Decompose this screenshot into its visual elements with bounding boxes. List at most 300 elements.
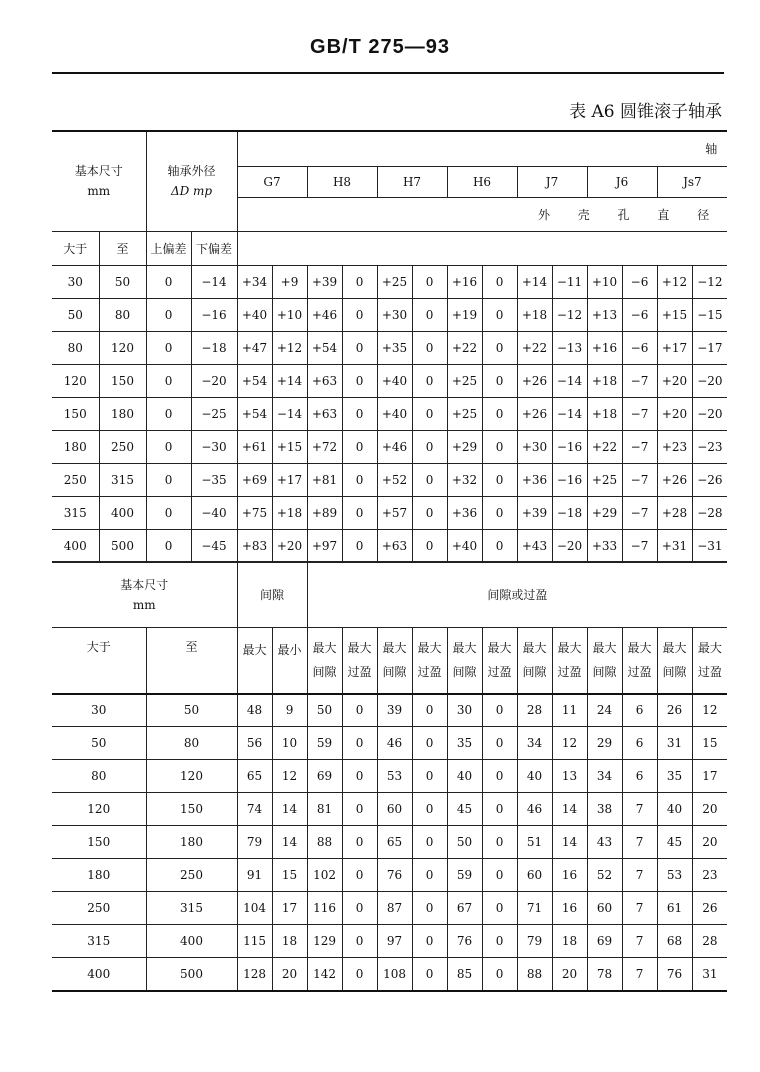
table-cell: +28: [657, 496, 692, 529]
table-cell: −7: [622, 430, 657, 463]
table-cell: 17: [692, 760, 727, 793]
table-cell: 0: [412, 298, 447, 331]
table-cell: 76: [447, 925, 482, 958]
table-cell: −6: [622, 265, 657, 298]
fit-subheader-cell: [237, 628, 272, 694]
tolerance-table: [52, 130, 727, 563]
table-cell: 128: [237, 958, 272, 991]
lower-dev-header: 下偏差: [191, 231, 237, 265]
fit-subheader-line: 最大: [522, 641, 547, 656]
fit-subheader-line: 间隙: [382, 665, 407, 680]
table-cell: 116: [307, 892, 342, 925]
table-cell: 0: [412, 859, 447, 892]
table-cell: 50: [99, 265, 146, 298]
table-cell: −35: [191, 463, 237, 496]
table-cell: 48: [237, 694, 272, 727]
fit-subheader-line: 间隙: [592, 665, 617, 680]
table-cell: 108: [377, 958, 412, 991]
table-cell: +20: [657, 397, 692, 430]
table-cell: 0: [342, 826, 377, 859]
tolerance-class-cell: J7: [517, 166, 587, 197]
table-cell: 30: [52, 694, 146, 727]
table-cell: 80: [52, 760, 146, 793]
table-cell: 80: [52, 331, 99, 364]
fit-over-header: 大于: [52, 628, 146, 694]
table-cell: 16: [552, 892, 587, 925]
table-cell: +18: [517, 298, 552, 331]
table-cell: +63: [307, 364, 342, 397]
fit-subheader-line: 最大: [242, 643, 267, 657]
fit-subheader-line: 最大: [697, 641, 722, 656]
table-cell: 0: [342, 529, 377, 562]
table-cell: 250: [52, 463, 99, 496]
fit-subheader-line: 最小: [277, 643, 302, 657]
table-cell: +75: [237, 496, 272, 529]
table-cell: 24: [587, 694, 622, 727]
table-cell: 0: [342, 694, 377, 727]
table-cell: +30: [377, 298, 412, 331]
table-row: [52, 496, 727, 529]
table-cell: 10: [272, 727, 307, 760]
table-cell: 79: [237, 826, 272, 859]
table-cell: 400: [52, 529, 99, 562]
fit-subheader-cell: [517, 628, 552, 694]
table-cell: 0: [146, 265, 191, 298]
table-cell: 0: [412, 760, 447, 793]
clearance-interference-header: 间隙或过盈: [307, 562, 727, 628]
table-cell: 142: [307, 958, 342, 991]
table-cell: +23: [657, 430, 692, 463]
table-cell: 0: [412, 694, 447, 727]
table-cell: 46: [377, 727, 412, 760]
table-cell: +52: [377, 463, 412, 496]
table-row: [52, 298, 727, 331]
table-cell: 315: [52, 925, 146, 958]
table-cell: +14: [272, 364, 307, 397]
table-cell: −23: [692, 430, 727, 463]
table-cell: 315: [146, 892, 237, 925]
table-cell: 71: [517, 892, 552, 925]
table-cell: −7: [622, 496, 657, 529]
table-cell: −16: [552, 430, 587, 463]
table-cell: +25: [587, 463, 622, 496]
table-cell: 180: [146, 826, 237, 859]
table-cell: 7: [622, 793, 657, 826]
table-cell: 180: [52, 859, 146, 892]
table-cell: −18: [191, 331, 237, 364]
table-cell: 115: [237, 925, 272, 958]
table-cell: 180: [99, 397, 146, 430]
table-cell: 40: [517, 760, 552, 793]
table-cell: 0: [342, 496, 377, 529]
table-cell: −11: [552, 265, 587, 298]
table-cell: 85: [447, 958, 482, 991]
table-cell: 79: [517, 925, 552, 958]
table-cell: 0: [412, 793, 447, 826]
table-cell: 0: [482, 958, 517, 991]
table-cell: 31: [692, 958, 727, 991]
table-cell: 88: [517, 958, 552, 991]
table-cell: 46: [517, 793, 552, 826]
to-header: 至: [99, 231, 146, 265]
table-cell: 500: [146, 958, 237, 991]
table-cell: 0: [412, 364, 447, 397]
fit-subheader-cell: [377, 628, 412, 694]
table-cell: −20: [692, 364, 727, 397]
table-cell: +54: [307, 331, 342, 364]
table-cell: +31: [657, 529, 692, 562]
table-cell: 0: [482, 397, 517, 430]
table-cell: +36: [447, 496, 482, 529]
table-cell: 53: [657, 859, 692, 892]
table-cell: 0: [342, 463, 377, 496]
table-cell: 0: [412, 463, 447, 496]
table-cell: +14: [517, 265, 552, 298]
table-cell: −28: [692, 496, 727, 529]
table-cell: 0: [146, 364, 191, 397]
table-cell: +20: [272, 529, 307, 562]
table-cell: +81: [307, 463, 342, 496]
fit-subheader-line: 间隙: [522, 665, 547, 680]
table-cell: 0: [146, 397, 191, 430]
table-cell: −13: [552, 331, 587, 364]
table-cell: 78: [587, 958, 622, 991]
table-cell: +17: [657, 331, 692, 364]
table-cell: 6: [622, 727, 657, 760]
table-cell: −6: [622, 331, 657, 364]
table-cell: 20: [272, 958, 307, 991]
fit-subheader-line: 过盈: [627, 665, 652, 680]
table-cell: 7: [622, 859, 657, 892]
tolerance-table-body: [52, 265, 727, 562]
table-cell: −12: [552, 298, 587, 331]
table-cell: 68: [657, 925, 692, 958]
table-cell: 120: [52, 793, 146, 826]
table-cell: 0: [482, 859, 517, 892]
table-cell: 0: [482, 727, 517, 760]
upper-dev-header: 上偏差: [146, 231, 191, 265]
table-cell: 0: [482, 496, 517, 529]
fit-subheader-line: 最大: [662, 641, 687, 656]
table-cell: 7: [622, 892, 657, 925]
hole-diameter-label: 外 壳 孔 直 径: [237, 197, 727, 231]
fit-subheader-line: 最大: [627, 641, 652, 656]
fit-subheader-cell: [272, 628, 307, 694]
bearing-od-label: 轴承外径: [167, 164, 216, 179]
delta-label: ΔD mp: [170, 184, 213, 199]
table-cell: 0: [412, 727, 447, 760]
table-cell: 0: [412, 265, 447, 298]
table-row: [52, 925, 727, 958]
table-cell: 0: [482, 760, 517, 793]
table-row: [52, 727, 727, 760]
table-row: [52, 397, 727, 430]
shaft-label: 轴: [237, 131, 727, 166]
table-cell: +25: [377, 265, 412, 298]
table-cell: 315: [52, 496, 99, 529]
table-row: [52, 760, 727, 793]
page-header: GB/T 275—93: [310, 36, 450, 58]
table-cell: 0: [412, 826, 447, 859]
table-cell: 315: [99, 463, 146, 496]
fit-subheader-cell: [307, 628, 342, 694]
table-cell: +22: [587, 430, 622, 463]
table-cell: 18: [552, 925, 587, 958]
table-cell: 0: [482, 265, 517, 298]
table-title: 表 A6 圆锥滚子轴承: [569, 102, 722, 122]
table-cell: −14: [552, 364, 587, 397]
table-cell: +57: [377, 496, 412, 529]
fit-subheader-line: 最大: [557, 641, 582, 656]
fit-subheader-line: 过盈: [487, 665, 512, 680]
table-cell: +69: [237, 463, 272, 496]
fit-subheader-line: 过盈: [557, 665, 582, 680]
table-cell: +40: [237, 298, 272, 331]
tolerance-class-cell: H8: [307, 166, 377, 197]
table-cell: 9: [272, 694, 307, 727]
table-cell: 67: [447, 892, 482, 925]
table-cell: +40: [447, 529, 482, 562]
table-cell: +35: [377, 331, 412, 364]
table-row: [52, 430, 727, 463]
table-cell: −14: [552, 397, 587, 430]
table-cell: 15: [272, 859, 307, 892]
table-cell: −20: [191, 364, 237, 397]
table-cell: 0: [342, 793, 377, 826]
table-cell: 50: [52, 298, 99, 331]
table-cell: 0: [342, 958, 377, 991]
table-cell: 0: [412, 430, 447, 463]
table-cell: 0: [342, 298, 377, 331]
table-cell: −7: [622, 529, 657, 562]
table-cell: +39: [517, 496, 552, 529]
table-cell: 12: [552, 727, 587, 760]
table-cell: 45: [447, 793, 482, 826]
table-cell: −17: [692, 331, 727, 364]
table-cell: +47: [237, 331, 272, 364]
table-cell: 50: [146, 694, 237, 727]
table-cell: −14: [191, 265, 237, 298]
table-cell: +12: [657, 265, 692, 298]
table-cell: −16: [552, 463, 587, 496]
table-cell: 150: [52, 826, 146, 859]
table-cell: 14: [272, 793, 307, 826]
table-cell: 12: [692, 694, 727, 727]
table-cell: −7: [622, 397, 657, 430]
table-cell: 150: [146, 793, 237, 826]
table-cell: 0: [342, 364, 377, 397]
table-cell: −15: [692, 298, 727, 331]
table-cell: 0: [482, 925, 517, 958]
table-cell: 28: [517, 694, 552, 727]
table-cell: +63: [377, 529, 412, 562]
table-cell: 0: [146, 331, 191, 364]
table-cell: +32: [447, 463, 482, 496]
fit-subheader-cell: [447, 628, 482, 694]
fit-subheader-cell: [552, 628, 587, 694]
table-cell: +29: [447, 430, 482, 463]
table-cell: 12: [272, 760, 307, 793]
table-cell: 150: [52, 397, 99, 430]
table-cell: 0: [482, 694, 517, 727]
table-cell: 7: [622, 958, 657, 991]
table-cell: 250: [99, 430, 146, 463]
table-cell: +26: [517, 397, 552, 430]
clearance-header: 间隙: [237, 562, 307, 628]
table-cell: −45: [191, 529, 237, 562]
basic-size-header: [52, 131, 146, 231]
tolerance-class-cell: G7: [237, 166, 307, 197]
tolerance-class-cell: H7: [377, 166, 447, 197]
fit-subheader-cell: [692, 628, 727, 694]
table-cell: +26: [657, 463, 692, 496]
table-cell: 500: [99, 529, 146, 562]
table-cell: 76: [657, 958, 692, 991]
table-cell: 0: [412, 397, 447, 430]
table-cell: 0: [482, 331, 517, 364]
fit-subheader-cell: [482, 628, 517, 694]
table-cell: 0: [146, 298, 191, 331]
table-cell: 20: [692, 793, 727, 826]
table-cell: 18: [272, 925, 307, 958]
table-cell: 11: [552, 694, 587, 727]
table-cell: 0: [412, 958, 447, 991]
fit-subheader-line: 过盈: [697, 665, 722, 680]
table-cell: +18: [587, 364, 622, 397]
fit-basic-size-header: [52, 562, 237, 628]
unit-label: mm: [87, 184, 111, 199]
table-cell: 250: [146, 859, 237, 892]
table-cell: +22: [517, 331, 552, 364]
table-cell: 7: [622, 826, 657, 859]
table-cell: +16: [587, 331, 622, 364]
table-cell: +19: [447, 298, 482, 331]
table-cell: 150: [99, 364, 146, 397]
basic-size-label: 基本尺寸: [74, 164, 123, 179]
table-row: [52, 892, 727, 925]
table-cell: 0: [482, 364, 517, 397]
table-cell: 0: [412, 496, 447, 529]
fit-to-header: 至: [146, 628, 237, 694]
fit-subheader-cell: [587, 628, 622, 694]
table-cell: 59: [447, 859, 482, 892]
table-cell: 102: [307, 859, 342, 892]
table-row: [52, 265, 727, 298]
table-cell: 97: [377, 925, 412, 958]
table-cell: −12: [692, 265, 727, 298]
table-cell: 81: [307, 793, 342, 826]
table-row: [52, 694, 727, 727]
table-cell: 0: [342, 331, 377, 364]
table-cell: 65: [237, 760, 272, 793]
table-cell: 34: [517, 727, 552, 760]
table-cell: 40: [447, 760, 482, 793]
table-cell: 13: [552, 760, 587, 793]
fit-subheader-line: 间隙: [452, 665, 477, 680]
table-cell: 80: [99, 298, 146, 331]
table-row: [52, 958, 727, 991]
table-cell: 0: [342, 430, 377, 463]
table-cell: 0: [412, 892, 447, 925]
table-cell: +22: [447, 331, 482, 364]
fit-subheader-line: 过盈: [417, 665, 442, 680]
fit-table-body: [52, 694, 727, 991]
table-cell: −6: [622, 298, 657, 331]
table-cell: 26: [692, 892, 727, 925]
table-cell: −16: [191, 298, 237, 331]
table-cell: +26: [517, 364, 552, 397]
table-cell: 14: [552, 826, 587, 859]
fit-subheader-line: 最大: [382, 641, 407, 656]
table-cell: 30: [447, 694, 482, 727]
table-cell: 7: [622, 925, 657, 958]
table-cell: 0: [146, 496, 191, 529]
table-cell: 15: [692, 727, 727, 760]
table-cell: +40: [377, 364, 412, 397]
fit-subheader-cell: [412, 628, 447, 694]
fit-subheader-line: 最大: [417, 641, 442, 656]
table-cell: 29: [587, 727, 622, 760]
table-cell: 65: [377, 826, 412, 859]
table-row: [52, 793, 727, 826]
fit-table: [52, 561, 727, 992]
table-cell: +13: [587, 298, 622, 331]
table-cell: 51: [517, 826, 552, 859]
table-cell: 30: [52, 265, 99, 298]
table-cell: 40: [657, 793, 692, 826]
table-cell: 120: [146, 760, 237, 793]
table-cell: 14: [552, 793, 587, 826]
tolerance-class-cell: H6: [447, 166, 517, 197]
table-cell: 50: [307, 694, 342, 727]
table-cell: 6: [622, 694, 657, 727]
fit-subheader-line: 间隙: [312, 665, 337, 680]
table-cell: 0: [412, 529, 447, 562]
table-cell: 120: [99, 331, 146, 364]
table-cell: 0: [342, 925, 377, 958]
table-cell: +61: [237, 430, 272, 463]
table-cell: 61: [657, 892, 692, 925]
table-cell: −7: [622, 463, 657, 496]
table-cell: 129: [307, 925, 342, 958]
table-cell: 50: [447, 826, 482, 859]
table-cell: 6: [622, 760, 657, 793]
table-cell: +30: [517, 430, 552, 463]
table-cell: −20: [552, 529, 587, 562]
table-cell: 80: [146, 727, 237, 760]
table-cell: 16: [552, 859, 587, 892]
fit-subheader-line: 最大: [452, 641, 477, 656]
table-cell: +72: [307, 430, 342, 463]
tolerance-class-cell: Js7: [657, 166, 727, 197]
table-cell: 52: [587, 859, 622, 892]
table-cell: 400: [52, 958, 146, 991]
table-cell: +15: [272, 430, 307, 463]
table-row: [52, 826, 727, 859]
table-cell: +33: [587, 529, 622, 562]
table-cell: 28: [692, 925, 727, 958]
table-cell: 0: [342, 760, 377, 793]
table-cell: 0: [482, 826, 517, 859]
fit-subheader-line: 最大: [592, 641, 617, 656]
table-cell: −25: [191, 397, 237, 430]
table-cell: 0: [412, 925, 447, 958]
table-cell: −26: [692, 463, 727, 496]
table-cell: 34: [587, 760, 622, 793]
table-cell: +43: [517, 529, 552, 562]
table-cell: 120: [52, 364, 99, 397]
table-cell: +20: [657, 364, 692, 397]
